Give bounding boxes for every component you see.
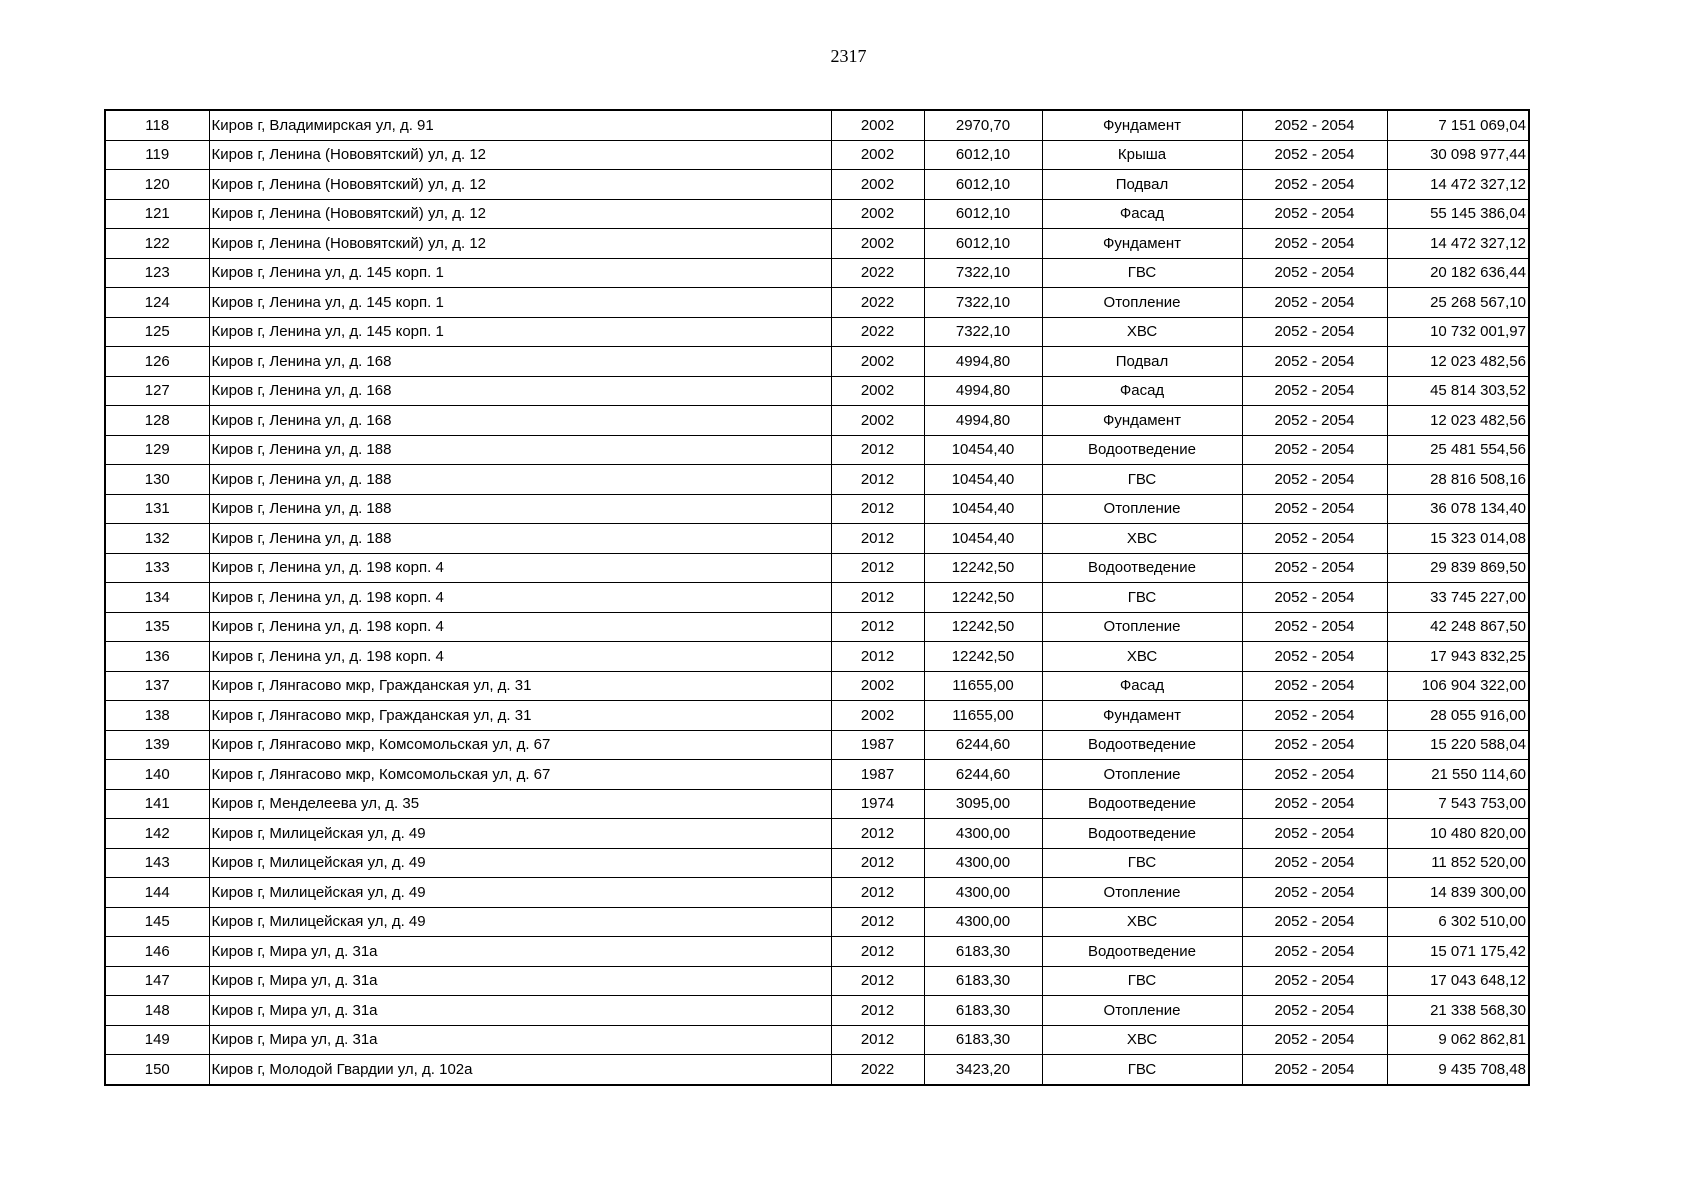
period-cell: 2052 - 2054 (1242, 553, 1387, 583)
address-cell: Киров г, Ленина (Нововятский) ул, д. 12 (209, 140, 831, 170)
address-cell: Киров г, Мира ул, д. 31а (209, 996, 831, 1026)
work-type-cell: Фундамент (1042, 406, 1242, 436)
address-cell: Киров г, Лянгасово мкр, Комсомольская ул, д. 67 (209, 760, 831, 790)
build-year-cell: 2022 (831, 1055, 924, 1085)
area-cell: 3423,20 (924, 1055, 1042, 1085)
cost-cell: 9 062 862,81 (1387, 1025, 1529, 1055)
period-cell: 2052 - 2054 (1242, 110, 1387, 140)
row-number-cell: 129 (105, 435, 209, 465)
table-row (105, 907, 1529, 937)
build-year-cell: 2002 (831, 170, 924, 200)
address-cell: Киров г, Лянгасово мкр, Гражданская ул, д. 31 (209, 701, 831, 731)
work-type-cell: Водоотведение (1042, 819, 1242, 849)
address-cell: Киров г, Ленина ул, д. 198 корп. 4 (209, 612, 831, 642)
cost-cell: 21 338 568,30 (1387, 996, 1529, 1026)
table-row (105, 376, 1529, 406)
row-number-cell: 122 (105, 229, 209, 259)
row-number-cell: 127 (105, 376, 209, 406)
row-number-cell: 137 (105, 671, 209, 701)
table-row (105, 199, 1529, 229)
table-row (105, 140, 1529, 170)
address-cell: Киров г, Ленина (Нововятский) ул, д. 12 (209, 170, 831, 200)
build-year-cell: 2012 (831, 1025, 924, 1055)
cost-cell: 15 220 588,04 (1387, 730, 1529, 760)
area-cell: 4300,00 (924, 878, 1042, 908)
table-row (105, 406, 1529, 436)
row-number-cell: 144 (105, 878, 209, 908)
cost-cell: 10 732 001,97 (1387, 317, 1529, 347)
area-cell: 4994,80 (924, 406, 1042, 436)
build-year-cell: 2002 (831, 110, 924, 140)
period-cell: 2052 - 2054 (1242, 701, 1387, 731)
table-row (105, 612, 1529, 642)
table-row (105, 701, 1529, 731)
work-type-cell: ГВС (1042, 465, 1242, 495)
address-cell: Киров г, Ленина ул, д. 198 корп. 4 (209, 583, 831, 613)
area-cell: 11655,00 (924, 671, 1042, 701)
cost-cell: 25 481 554,56 (1387, 435, 1529, 465)
address-cell: Киров г, Мира ул, д. 31а (209, 937, 831, 967)
table-row (105, 110, 1529, 140)
build-year-cell: 2012 (831, 966, 924, 996)
table-row (105, 760, 1529, 790)
work-type-cell: ХВС (1042, 907, 1242, 937)
table-row (105, 553, 1529, 583)
row-number-cell: 124 (105, 288, 209, 318)
table-row (105, 1055, 1529, 1085)
table-row (105, 465, 1529, 495)
address-cell: Киров г, Милицейская ул, д. 49 (209, 907, 831, 937)
address-cell: Киров г, Ленина (Нововятский) ул, д. 12 (209, 199, 831, 229)
build-year-cell: 2002 (831, 229, 924, 259)
period-cell: 2052 - 2054 (1242, 907, 1387, 937)
area-cell: 6183,30 (924, 937, 1042, 967)
work-type-cell: ГВС (1042, 848, 1242, 878)
build-year-cell: 2012 (831, 878, 924, 908)
build-year-cell: 2012 (831, 848, 924, 878)
work-type-cell: Фундамент (1042, 229, 1242, 259)
address-cell: Киров г, Ленина ул, д. 198 корп. 4 (209, 642, 831, 672)
address-cell: Киров г, Владимирская ул, д. 91 (209, 110, 831, 140)
table-row (105, 347, 1529, 377)
cost-cell: 21 550 114,60 (1387, 760, 1529, 790)
build-year-cell: 2012 (831, 465, 924, 495)
cost-cell: 45 814 303,52 (1387, 376, 1529, 406)
period-cell: 2052 - 2054 (1242, 966, 1387, 996)
area-cell: 6183,30 (924, 996, 1042, 1026)
area-cell: 12242,50 (924, 642, 1042, 672)
cost-cell: 33 745 227,00 (1387, 583, 1529, 613)
period-cell: 2052 - 2054 (1242, 288, 1387, 318)
work-type-cell: Водоотведение (1042, 553, 1242, 583)
table-row (105, 848, 1529, 878)
row-number-cell: 143 (105, 848, 209, 878)
address-cell: Киров г, Ленина ул, д. 145 корп. 1 (209, 317, 831, 347)
row-number-cell: 120 (105, 170, 209, 200)
work-type-cell: Отопление (1042, 612, 1242, 642)
area-cell: 12242,50 (924, 553, 1042, 583)
row-number-cell: 128 (105, 406, 209, 436)
area-cell: 6244,60 (924, 730, 1042, 760)
table-row (105, 524, 1529, 554)
period-cell: 2052 - 2054 (1242, 317, 1387, 347)
work-type-cell: Водоотведение (1042, 730, 1242, 760)
area-cell: 10454,40 (924, 524, 1042, 554)
table-row (105, 494, 1529, 524)
period-cell: 2052 - 2054 (1242, 642, 1387, 672)
table-row (105, 435, 1529, 465)
address-cell: Киров г, Милицейская ул, д. 49 (209, 848, 831, 878)
period-cell: 2052 - 2054 (1242, 1025, 1387, 1055)
cost-cell: 10 480 820,00 (1387, 819, 1529, 849)
repair-schedule-table (104, 109, 1530, 1086)
work-type-cell: Отопление (1042, 288, 1242, 318)
period-cell: 2052 - 2054 (1242, 199, 1387, 229)
area-cell: 12242,50 (924, 583, 1042, 613)
period-cell: 2052 - 2054 (1242, 937, 1387, 967)
period-cell: 2052 - 2054 (1242, 760, 1387, 790)
area-cell: 2970,70 (924, 110, 1042, 140)
period-cell: 2052 - 2054 (1242, 465, 1387, 495)
area-cell: 7322,10 (924, 288, 1042, 318)
work-type-cell: Подвал (1042, 347, 1242, 377)
address-cell: Киров г, Мира ул, д. 31а (209, 1025, 831, 1055)
address-cell: Киров г, Ленина ул, д. 168 (209, 347, 831, 377)
period-cell: 2052 - 2054 (1242, 376, 1387, 406)
area-cell: 11655,00 (924, 701, 1042, 731)
address-cell: Киров г, Ленина ул, д. 168 (209, 406, 831, 436)
address-cell: Киров г, Милицейская ул, д. 49 (209, 819, 831, 849)
build-year-cell: 2012 (831, 435, 924, 465)
build-year-cell: 2012 (831, 907, 924, 937)
work-type-cell: Водоотведение (1042, 937, 1242, 967)
row-number-cell: 139 (105, 730, 209, 760)
build-year-cell: 2012 (831, 937, 924, 967)
address-cell: Киров г, Менделеева ул, д. 35 (209, 789, 831, 819)
work-type-cell: Водоотведение (1042, 789, 1242, 819)
period-cell: 2052 - 2054 (1242, 170, 1387, 200)
build-year-cell: 2012 (831, 996, 924, 1026)
build-year-cell: 2022 (831, 288, 924, 318)
row-number-cell: 149 (105, 1025, 209, 1055)
period-cell: 2052 - 2054 (1242, 494, 1387, 524)
address-cell: Киров г, Ленина ул, д. 145 корп. 1 (209, 288, 831, 318)
work-type-cell: Фундамент (1042, 110, 1242, 140)
table-body (105, 110, 1529, 1085)
work-type-cell: ХВС (1042, 642, 1242, 672)
address-cell: Киров г, Ленина ул, д. 188 (209, 524, 831, 554)
table-row (105, 170, 1529, 200)
build-year-cell: 2002 (831, 701, 924, 731)
row-number-cell: 134 (105, 583, 209, 613)
work-type-cell: ГВС (1042, 1055, 1242, 1085)
table-row (105, 583, 1529, 613)
table-row (105, 789, 1529, 819)
table-row (105, 642, 1529, 672)
area-cell: 10454,40 (924, 494, 1042, 524)
build-year-cell: 2012 (831, 524, 924, 554)
table-row (105, 671, 1529, 701)
address-cell: Киров г, Милицейская ул, д. 49 (209, 878, 831, 908)
area-cell: 6183,30 (924, 1025, 1042, 1055)
work-type-cell: ГВС (1042, 966, 1242, 996)
row-number-cell: 121 (105, 199, 209, 229)
build-year-cell: 2012 (831, 612, 924, 642)
period-cell: 2052 - 2054 (1242, 406, 1387, 436)
period-cell: 2052 - 2054 (1242, 612, 1387, 642)
table-row (105, 966, 1529, 996)
cost-cell: 6 302 510,00 (1387, 907, 1529, 937)
row-number-cell: 136 (105, 642, 209, 672)
address-cell: Киров г, Лянгасово мкр, Комсомольская ул, д. 67 (209, 730, 831, 760)
table-row (105, 730, 1529, 760)
work-type-cell: ГВС (1042, 583, 1242, 613)
work-type-cell: ХВС (1042, 317, 1242, 347)
table-row (105, 937, 1529, 967)
area-cell: 4994,80 (924, 347, 1042, 377)
row-number-cell: 131 (105, 494, 209, 524)
address-cell: Киров г, Молодой Гвардии ул, д. 102а (209, 1055, 831, 1085)
period-cell: 2052 - 2054 (1242, 789, 1387, 819)
area-cell: 6183,30 (924, 966, 1042, 996)
cost-cell: 25 268 567,10 (1387, 288, 1529, 318)
table-row (105, 288, 1529, 318)
row-number-cell: 146 (105, 937, 209, 967)
address-cell: Киров г, Ленина ул, д. 188 (209, 494, 831, 524)
build-year-cell: 1987 (831, 730, 924, 760)
cost-cell: 12 023 482,56 (1387, 406, 1529, 436)
build-year-cell: 2002 (831, 671, 924, 701)
row-number-cell: 123 (105, 258, 209, 288)
work-type-cell: Водоотведение (1042, 435, 1242, 465)
area-cell: 12242,50 (924, 612, 1042, 642)
area-cell: 3095,00 (924, 789, 1042, 819)
table-row (105, 317, 1529, 347)
area-cell: 6244,60 (924, 760, 1042, 790)
build-year-cell: 2012 (831, 642, 924, 672)
area-cell: 6012,10 (924, 229, 1042, 259)
build-year-cell: 2002 (831, 140, 924, 170)
cost-cell: 20 182 636,44 (1387, 258, 1529, 288)
work-type-cell: Фундамент (1042, 701, 1242, 731)
cost-cell: 14 472 327,12 (1387, 170, 1529, 200)
area-cell: 4300,00 (924, 848, 1042, 878)
table-row (105, 819, 1529, 849)
cost-cell: 36 078 134,40 (1387, 494, 1529, 524)
row-number-cell: 135 (105, 612, 209, 642)
area-cell: 6012,10 (924, 140, 1042, 170)
row-number-cell: 148 (105, 996, 209, 1026)
cost-cell: 11 852 520,00 (1387, 848, 1529, 878)
period-cell: 2052 - 2054 (1242, 1055, 1387, 1085)
row-number-cell: 145 (105, 907, 209, 937)
work-type-cell: ХВС (1042, 524, 1242, 554)
row-number-cell: 140 (105, 760, 209, 790)
address-cell: Киров г, Ленина (Нововятский) ул, д. 12 (209, 229, 831, 259)
row-number-cell: 138 (105, 701, 209, 731)
build-year-cell: 1987 (831, 760, 924, 790)
cost-cell: 15 071 175,42 (1387, 937, 1529, 967)
period-cell: 2052 - 2054 (1242, 258, 1387, 288)
work-type-cell: Фасад (1042, 671, 1242, 701)
row-number-cell: 150 (105, 1055, 209, 1085)
build-year-cell: 2022 (831, 317, 924, 347)
work-type-cell: ХВС (1042, 1025, 1242, 1055)
build-year-cell: 2012 (831, 494, 924, 524)
row-number-cell: 147 (105, 966, 209, 996)
cost-cell: 7 543 753,00 (1387, 789, 1529, 819)
work-type-cell: ГВС (1042, 258, 1242, 288)
row-number-cell: 118 (105, 110, 209, 140)
build-year-cell: 2002 (831, 376, 924, 406)
work-type-cell: Подвал (1042, 170, 1242, 200)
cost-cell: 28 816 508,16 (1387, 465, 1529, 495)
work-type-cell: Фасад (1042, 376, 1242, 406)
row-number-cell: 125 (105, 317, 209, 347)
row-number-cell: 133 (105, 553, 209, 583)
area-cell: 6012,10 (924, 170, 1042, 200)
build-year-cell: 1974 (831, 789, 924, 819)
area-cell: 10454,40 (924, 465, 1042, 495)
work-type-cell: Фасад (1042, 199, 1242, 229)
row-number-cell: 130 (105, 465, 209, 495)
period-cell: 2052 - 2054 (1242, 996, 1387, 1026)
cost-cell: 55 145 386,04 (1387, 199, 1529, 229)
row-number-cell: 119 (105, 140, 209, 170)
cost-cell: 12 023 482,56 (1387, 347, 1529, 377)
address-cell: Киров г, Ленина ул, д. 168 (209, 376, 831, 406)
work-type-cell: Отопление (1042, 760, 1242, 790)
period-cell: 2052 - 2054 (1242, 229, 1387, 259)
area-cell: 7322,10 (924, 258, 1042, 288)
cost-cell: 42 248 867,50 (1387, 612, 1529, 642)
address-cell: Киров г, Лянгасово мкр, Гражданская ул, д. 31 (209, 671, 831, 701)
address-cell: Киров г, Мира ул, д. 31а (209, 966, 831, 996)
build-year-cell: 2012 (831, 553, 924, 583)
address-cell: Киров г, Ленина ул, д. 145 корп. 1 (209, 258, 831, 288)
row-number-cell: 132 (105, 524, 209, 554)
address-cell: Киров г, Ленина ул, д. 188 (209, 435, 831, 465)
build-year-cell: 2002 (831, 406, 924, 436)
table-row (105, 258, 1529, 288)
page-number: 2317 (830, 46, 867, 66)
cost-cell: 106 904 322,00 (1387, 671, 1529, 701)
period-cell: 2052 - 2054 (1242, 848, 1387, 878)
period-cell: 2052 - 2054 (1242, 671, 1387, 701)
address-cell: Киров г, Ленина ул, д. 188 (209, 465, 831, 495)
area-cell: 7322,10 (924, 317, 1042, 347)
work-type-cell: Отопление (1042, 494, 1242, 524)
build-year-cell: 2002 (831, 199, 924, 229)
table-row (105, 878, 1529, 908)
cost-cell: 17 043 648,12 (1387, 966, 1529, 996)
cost-cell: 14 472 327,12 (1387, 229, 1529, 259)
cost-cell: 15 323 014,08 (1387, 524, 1529, 554)
period-cell: 2052 - 2054 (1242, 819, 1387, 849)
address-cell: Киров г, Ленина ул, д. 198 корп. 4 (209, 553, 831, 583)
build-year-cell: 2002 (831, 347, 924, 377)
work-type-cell: Крыша (1042, 140, 1242, 170)
table-row (105, 996, 1529, 1026)
cost-cell: 28 055 916,00 (1387, 701, 1529, 731)
build-year-cell: 2012 (831, 583, 924, 613)
period-cell: 2052 - 2054 (1242, 878, 1387, 908)
area-cell: 10454,40 (924, 435, 1042, 465)
cost-cell: 14 839 300,00 (1387, 878, 1529, 908)
table-row (105, 1025, 1529, 1055)
work-type-cell: Отопление (1042, 878, 1242, 908)
area-cell: 4300,00 (924, 907, 1042, 937)
work-type-cell: Отопление (1042, 996, 1242, 1026)
table-row (105, 229, 1529, 259)
cost-cell: 30 098 977,44 (1387, 140, 1529, 170)
period-cell: 2052 - 2054 (1242, 583, 1387, 613)
area-cell: 4300,00 (924, 819, 1042, 849)
build-year-cell: 2022 (831, 258, 924, 288)
row-number-cell: 142 (105, 819, 209, 849)
area-cell: 4994,80 (924, 376, 1042, 406)
period-cell: 2052 - 2054 (1242, 347, 1387, 377)
cost-cell: 7 151 069,04 (1387, 110, 1529, 140)
period-cell: 2052 - 2054 (1242, 730, 1387, 760)
cost-cell: 9 435 708,48 (1387, 1055, 1529, 1085)
period-cell: 2052 - 2054 (1242, 435, 1387, 465)
build-year-cell: 2012 (831, 819, 924, 849)
cost-cell: 29 839 869,50 (1387, 553, 1529, 583)
period-cell: 2052 - 2054 (1242, 524, 1387, 554)
cost-cell: 17 943 832,25 (1387, 642, 1529, 672)
row-number-cell: 141 (105, 789, 209, 819)
period-cell: 2052 - 2054 (1242, 140, 1387, 170)
area-cell: 6012,10 (924, 199, 1042, 229)
row-number-cell: 126 (105, 347, 209, 377)
